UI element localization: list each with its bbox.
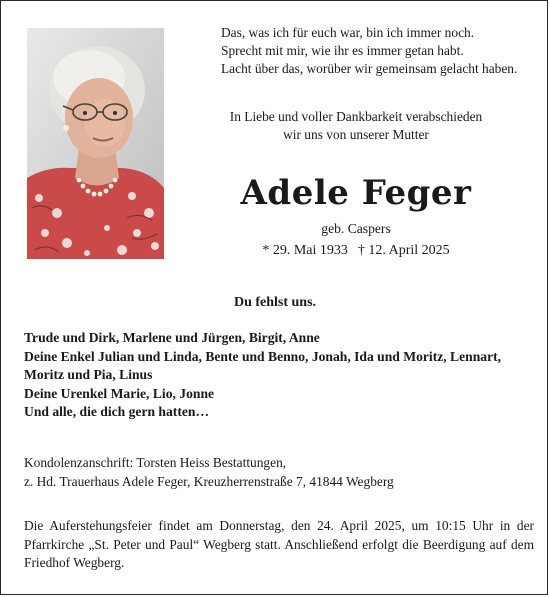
condolence-line: Kondolenzanschrift: Torsten Heiss Bestattungen, (24, 455, 287, 470)
life-dates (191, 241, 521, 261)
intro-line: wir uns von unserer Mutter (283, 127, 429, 142)
condolence-line: z. Hd. Trauerhaus Adele Feger, Kreuzherrenstraße 7, 41844 Wegberg (24, 473, 394, 489)
maiden-name: geb. Caspers (321, 221, 391, 236)
ceremony-details: Die Auferstehungsfeier findet am Donnerstag, den 24. April 2025, um 10:15 Uhr in der Pfarrkirche „St. Peter und Paul“ Wegberg statt. Anschließend erfolgt die Beerdigung auf dem Friedhof Wegberg. (24, 518, 534, 570)
mourner-line: Deine Urenkel Marie, Lio, Jonne (24, 385, 215, 401)
condolence-address (24, 454, 534, 491)
mourner-line: Moritz und Pia, Linus (24, 367, 153, 382)
missed-message: Du fehlst uns. (233, 295, 317, 310)
farewell-intro (191, 108, 521, 144)
quote-line: Lacht über das, worüber wir gemeinsam gelacht haben. (221, 61, 518, 76)
birth-date: * 29. Mai 1933 (262, 243, 348, 258)
mourner-line: Und alle, die dich gern hatten… (24, 404, 210, 419)
quote-line: Das, was ich für euch war, bin ich immer noch. (221, 25, 475, 40)
mourners-list (24, 329, 534, 422)
intro-line: In Liebe und voller Dankbarkeit verabschieden (229, 109, 483, 124)
portrait-photo (27, 28, 164, 259)
mourner-line: Trude und Dirk, Marlene und Jürgen, Birgit, Anne (24, 330, 320, 345)
memorial-quote (221, 24, 541, 78)
quote-line: Sprecht mit mir, wie ihr es immer getan habt. (221, 43, 464, 58)
death-date: † 12. April 2025 (357, 243, 450, 258)
mourner-line: Deine Enkel Julian und Linda, Bente und Benno, Jonah, Ida und Moritz, Lennart, (24, 348, 502, 364)
deceased-name: Adele Feger (240, 173, 472, 213)
